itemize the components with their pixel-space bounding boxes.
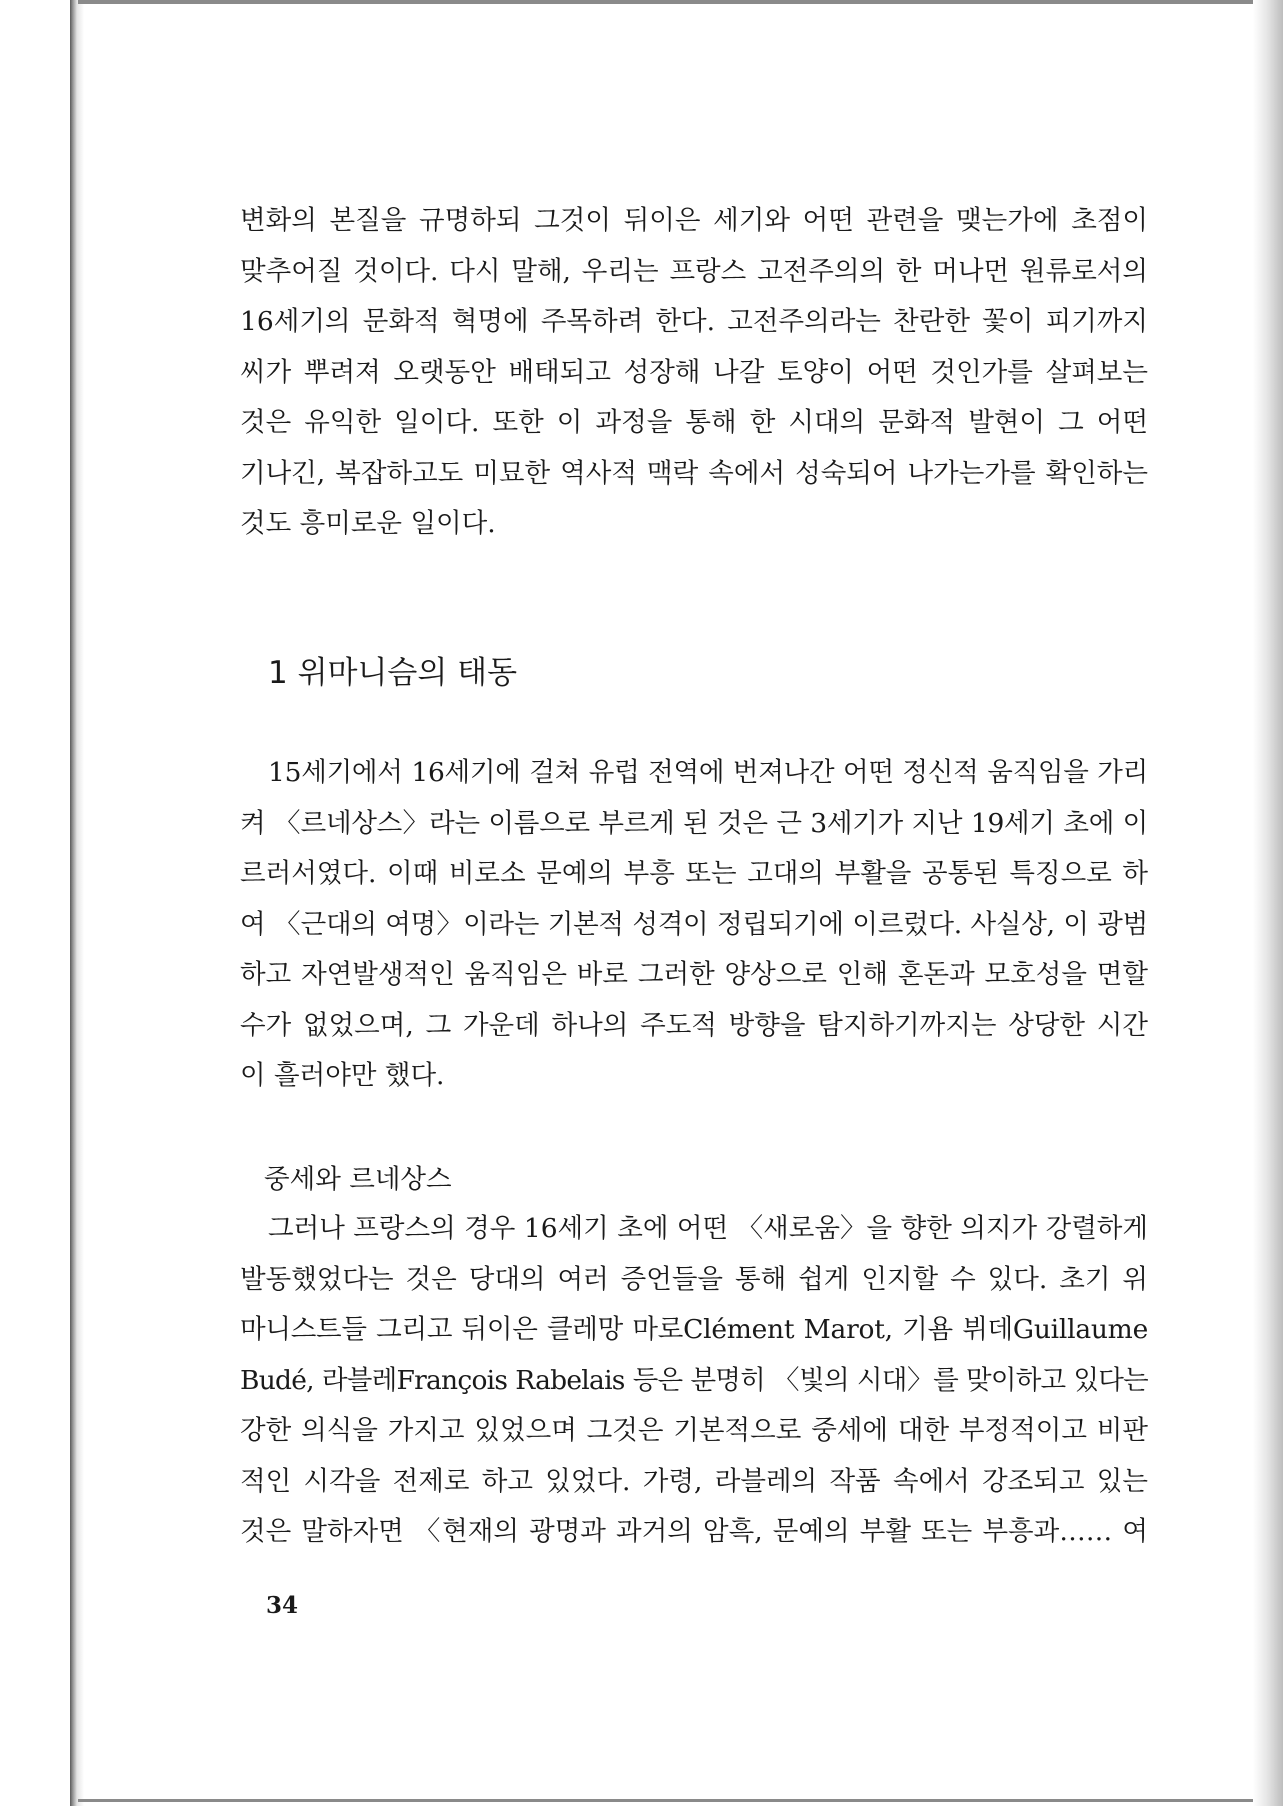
text-line: 변화의 본질을 규명하되 그것이 뒤이은 세기와 어떤 관련을 맺는가에 초점이 [240, 205, 1148, 236]
text-line: 적인 시각을 전제로 하고 있었다. 가령, 라블레의 작품 속에서 강조되고 있는 [240, 1465, 1148, 1497]
section-heading: 1 위마니슴의 태동 [268, 655, 518, 691]
text-line: 씨가 뿌려져 오랫동안 배태되고 성장해 나갈 토양이 어떤 것인가를 살펴보는 [240, 356, 1148, 388]
text-line: 수가 없었으며, 그 가운데 하나의 주도적 방향을 탐지하기까지는 상당한 시간 [240, 1009, 1148, 1041]
text-line: 16세기의 문화적 혁명에 주목하려 한다. 고전주의라는 찬란한 꽃이 피기까지 [240, 306, 1148, 337]
page-curl-shadow [1253, 0, 1283, 1806]
body-paragraph-1 [240, 748, 1148, 1102]
text-line: 강한 의식을 가지고 있었으며 그것은 기본적으로 중세에 대한 부정적이고 비판 [240, 1415, 1148, 1446]
text-line: 르러서였다. 이때 비로소 문예의 부흥 또는 고대의 부활을 공통된 특징으로 하 [240, 858, 1148, 889]
text-line: 이 흘러야만 했다. [240, 1060, 445, 1091]
intro-paragraph [240, 196, 1148, 550]
text-line: 여 〈근대의 여명〉이라는 기본적 성격이 정립되기에 이르렀다. 사실상, 이 광범 [240, 908, 1148, 940]
page-number: 34 [266, 1592, 299, 1619]
body-paragraph-2 [240, 1204, 1148, 1558]
text-line: 것도 흥미로운 일이다. [240, 508, 496, 539]
page-top-border [78, 0, 1283, 4]
text-line: 기나긴, 복잡하고도 미묘한 역사적 맥락 속에서 성숙되어 나가는가를 확인하는 [240, 457, 1148, 489]
subsection-heading: 중세와 르네상스 [264, 1164, 452, 1195]
text-line: 켜 〈르네상스〉라는 이름으로 부르게 된 것은 근 3세기가 지난 19세기 초에 이 [240, 807, 1148, 839]
book-binding-edge [70, 0, 84, 1806]
text-line: 것은 말하자면 〈현재의 광명과 과거의 암흑, 문예의 부활 또는 부흥과…… 여 [240, 1516, 1148, 1547]
text-line: 15세기에서 16세기에 걸쳐 유럽 전역에 번져나간 어떤 정신적 움직임을 가리 [268, 757, 1148, 788]
page-bottom-border [78, 1799, 1283, 1802]
text-line: 것은 유익한 일이다. 또한 이 과정을 통해 한 시대의 문화적 발현이 그 어떤 [240, 407, 1148, 438]
text-line: 발동했었다는 것은 당대의 여러 증언들을 통해 쉽게 인지할 수 있다. 초기 위 [240, 1263, 1148, 1295]
text-line: 그러나 프랑스의 경우 16세기 초에 어떤 〈새로움〉을 향한 의지가 강렬하게 [268, 1213, 1148, 1244]
text-line: 마니스트들 그리고 뒤이은 클레망 마로Clément Marot, 기욤 뷔데Guillaume [240, 1314, 1148, 1345]
text-line: 하고 자연발생적인 움직임은 바로 그러한 양상으로 인해 혼돈과 모호성을 면할 [240, 959, 1148, 990]
text-line: Budé, 라블레François Rabelais 등은 분명히 〈빛의 시대〉를 맞이하고 있다는 [240, 1364, 1148, 1396]
text-line: 맞추어질 것이다. 다시 말해, 우리는 프랑스 고전주의의 한 머나먼 원류로서의 [240, 255, 1148, 287]
